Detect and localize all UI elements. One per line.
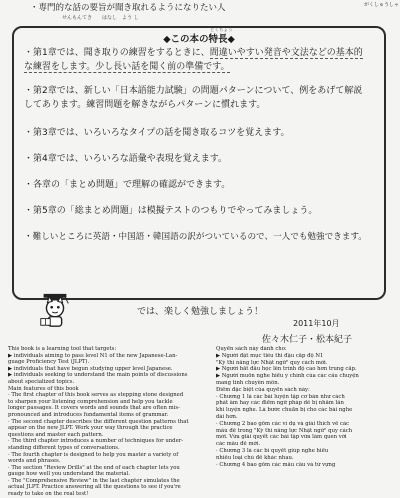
- english-line: questions and master each pattern.: [8, 431, 104, 438]
- feature-line-5: ・第3章では、いろいろなタイプの話を聞き取るコツを覚えます。: [24, 128, 290, 138]
- vietnamese-line: · Chương 3 là các bí quyết giúp nghe hiểu: [216, 447, 329, 454]
- features-title-ruby: とくちょう: [210, 28, 233, 33]
- english-line: gauge how well you understand the material.: [8, 471, 130, 478]
- vietnamese-line: · Chương 4 bao gồm các mẫu câu và từ vựng: [216, 461, 336, 468]
- vietnamese-line: mẫu đề trong "Kỳ thi năng lực Nhật ngữ" quy cách: [216, 427, 353, 434]
- vietnamese-line: ▶ Người đặt mục tiêu thi đậu cấp độ N1: [216, 352, 324, 359]
- english-line: pronounced and introduces fundamental items of grammar.: [8, 411, 169, 418]
- english-line: guage Proficiency Test (JLPT).: [8, 359, 90, 366]
- english-line: longer passages. It covers words and sounds that are often mis-: [8, 405, 180, 412]
- english-line: to sharpen your listening comprehension and help you tackle: [8, 398, 173, 405]
- english-line: about specialized topics.: [8, 378, 75, 385]
- vietnamese-line: dài hơn.: [216, 413, 238, 420]
- english-line: Main features of this book: [8, 385, 79, 392]
- feature-line-7: ・各章の「まとめ問題」で理解の確認ができます。: [24, 180, 231, 190]
- vietnamese-line: ▶ Người muốn nghe hiểu ý chính của các câu chuyện: [216, 373, 359, 380]
- features-box: [12, 26, 386, 300]
- vietnamese-line: "Kỳ thi năng lực Nhật ngữ" quy cách mới.: [216, 359, 328, 366]
- english-line: words and phrases.: [8, 458, 61, 465]
- vietnamese-line: nhiều loại chủ đề khác nhau.: [216, 454, 294, 461]
- feature-line-9: ・難しいところに英語・中国語・韓国語の訳がついているので、一人でも勉強できます。: [24, 232, 367, 242]
- feature-line-3: ・第2章では、新しい「日本語能力試験」の問題パターンについて、例をあげて解説: [24, 86, 363, 96]
- english-line: · The third chapter introduces a number of techniques for under-: [8, 438, 184, 445]
- feature-line-1: ・第1章では、聞き取りの練習をするときに、間違いやすい発音や文法などの基本的: [24, 48, 363, 58]
- english-line: ▶ individuals seeking to understand the main points of discussions: [8, 372, 188, 379]
- top-bullet-text: ・専門的な話の要旨が聞き取れるようになりたい人: [30, 3, 226, 13]
- closing-line: では、楽しく勉強しましょう！: [136, 307, 263, 317]
- vietnamese-line: mới. Vừa giải quyết các bài tập vừa làm quen với: [216, 434, 347, 441]
- english-line: · The section "Review Drills" at the end of each chapter lets you: [8, 464, 180, 471]
- vietnamese-line: mang tính chuyên môn.: [216, 379, 280, 386]
- english-line: · The first chapter of this book serves as stepping stone designed: [8, 392, 184, 399]
- english-line: standing different types of conversations.: [8, 444, 120, 451]
- english-column: [8, 346, 208, 498]
- features-title: ◆この本の特長◆: [163, 34, 235, 45]
- top-strip: [0, 0, 400, 22]
- vietnamese-line: · Chương 1 là các bài luyện tập cơ bản như cách: [216, 393, 345, 400]
- feature-line-4: してあります。練習問題を解きながらパターンに慣れます。: [24, 100, 266, 110]
- english-line: ▶ individuals aiming to pass level N1 of the new Japanese-Lan-: [8, 352, 178, 359]
- english-line: ready to take on the real test!: [8, 491, 89, 498]
- english-line: · The fourth chapter is designed to help you master a variety of: [8, 451, 179, 458]
- vietnamese-line: · Chương 2 bao gồm các ví dụ và giải thích về các: [216, 420, 350, 427]
- date-text: 2011年10月: [293, 319, 340, 328]
- feature-line-2: な練習をします。少し長い話を聞く前の準備です。: [24, 62, 230, 72]
- feature-line-8: ・第5章の「総まとめ問題」は模擬テストのつもりでやってみましょう。: [24, 206, 318, 216]
- top-bullet-ruby: せんもんてき はなし よう し: [62, 15, 139, 21]
- corner-ruby: がくしゅうしゃ: [364, 2, 400, 8]
- vietnamese-line: ▶ Người bắt đầu học lên trình độ cao hơn trung cấp.: [216, 366, 357, 373]
- english-line: This book is a learning tool that targets:: [8, 346, 117, 352]
- english-line: ▶ individuals that have begun studying upper level Japanese.: [8, 365, 173, 372]
- vietnamese-line: Quyển sách này dành cho:: [216, 346, 287, 352]
- vietnamese-line: khi luyện nghe. Là bước chuẩn bị cho các bài nghe: [216, 407, 353, 414]
- authors-text: 佐々木仁子・松本紀子: [262, 335, 353, 345]
- english-line: · The second chapter describes the different question patterns that: [8, 418, 189, 425]
- vietnamese-column: [216, 346, 398, 468]
- feature-line-6: ・第4章では、いろいろな語彙や表現を覚えます。: [24, 154, 228, 164]
- english-line: · The "Comprehensive Review" in the last chapter simulates the: [8, 477, 180, 484]
- vietnamese-line: Điểm đặc biệt của quyển sách này:: [216, 386, 310, 393]
- vietnamese-line: các mẫu đề mới.: [216, 441, 261, 448]
- english-line: appear on the new JLPT. Work your way through the practice: [8, 425, 173, 432]
- english-line: actual JLPT. Practice answering all the questions to see if you're: [8, 484, 181, 491]
- vietnamese-line: phát âm hay các điểm ngữ pháp dễ bị nhầm lẫn: [216, 400, 344, 407]
